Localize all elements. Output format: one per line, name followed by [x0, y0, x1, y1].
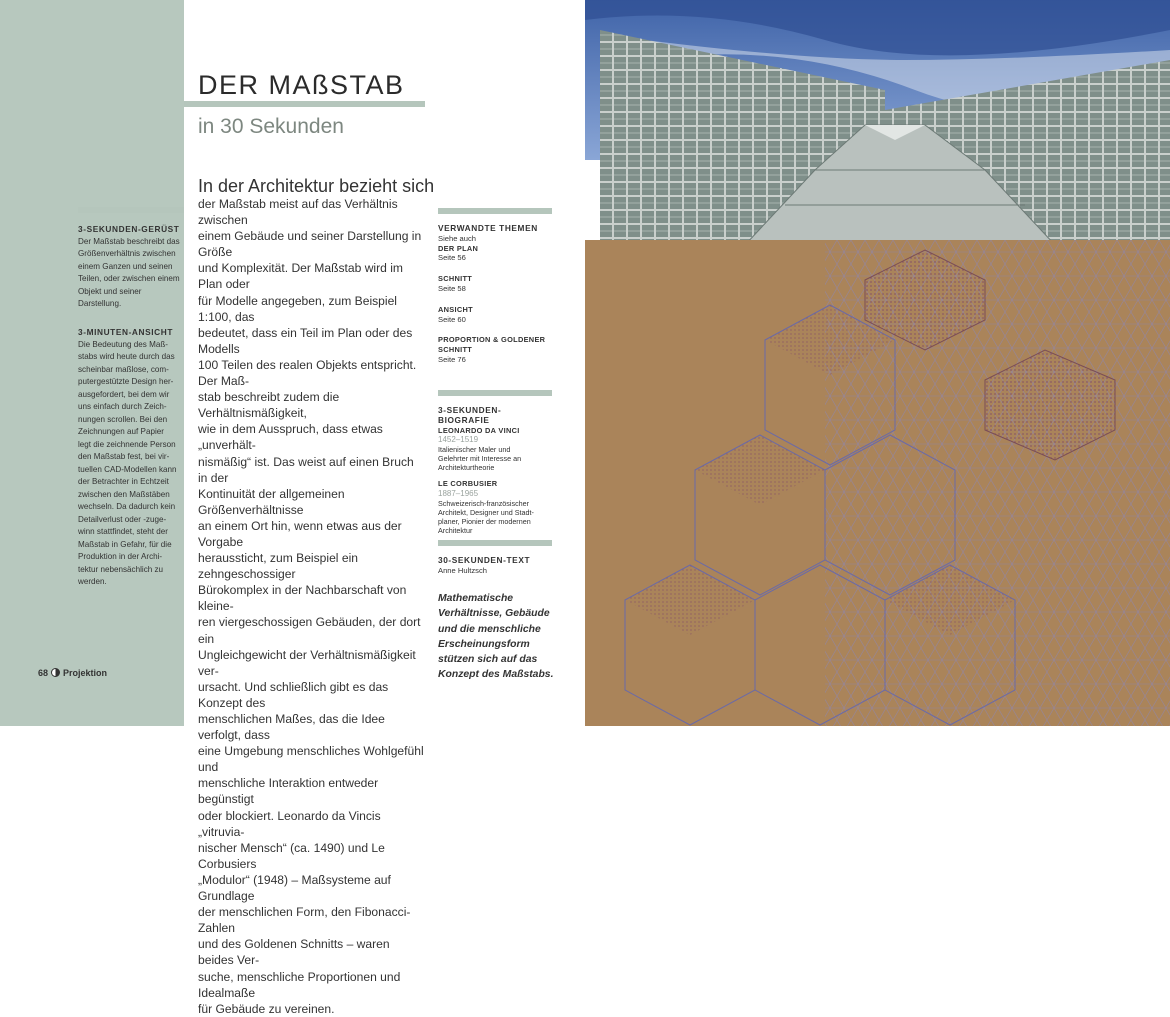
- text-credit-author: Anne Hultzsch: [438, 565, 487, 575]
- ansicht-line: tuellen CAD-Modellen kann: [78, 464, 177, 474]
- body-line: und Komplexität. Der Maßstab wird im Plan oder: [198, 261, 403, 292]
- main-body-text: [198, 196, 426, 1017]
- ansicht-heading: 3-MINUTEN-ANSICHT: [78, 327, 174, 337]
- page-title: DER MAßSTAB: [198, 70, 405, 100]
- biography-name: LE CORBUSIER: [438, 479, 498, 489]
- ansicht-line: der Betrachter in Echtzeit: [78, 477, 169, 486]
- ansicht-line: uns einfach durch Zeich-: [78, 402, 167, 411]
- ansicht-line: Die Bedeutung des Maß-: [78, 339, 168, 349]
- body-line: ursacht. Und schließlich gibt es das Konzept des: [198, 679, 389, 710]
- biography-entry: [438, 479, 552, 535]
- body-line: nischer Mensch“ (ca. 1490) und Le Corbusiers: [198, 840, 385, 871]
- ansicht-line: Detailverlust oder -zuge-: [78, 514, 167, 524]
- related-topic-page: Seite 76: [438, 354, 466, 364]
- related-topic-title: DER PLAN: [438, 243, 479, 253]
- biography-desc-line: Architekturtheorie: [438, 463, 495, 473]
- biography-years: 1452–1519: [438, 435, 479, 445]
- biography-list: [438, 426, 552, 535]
- body-line: für Gebäude zu vereinen.: [198, 1001, 335, 1016]
- related-heading: VERWANDTE THEMEN: [438, 223, 538, 233]
- body-line: wie in dem Ausspruch, dass etwas „unverhält-: [198, 422, 383, 453]
- biography-name: LEONARDO DA VINCI: [438, 425, 520, 435]
- geruest-line: Teilen, oder zwischen einem: [78, 274, 180, 283]
- biography-desc-line: Schweizerisch-französischer: [438, 498, 530, 508]
- biography-rule: [438, 390, 552, 396]
- ansicht-block: [78, 326, 180, 589]
- body-line: stab beschreibt zudem die Verhältnismäßigkeit,: [198, 390, 340, 421]
- biography-block: [438, 406, 552, 542]
- related-topic: [438, 274, 552, 294]
- ansicht-line: scheinbar maßlose, com-: [78, 364, 169, 374]
- biography-desc-line: Architektur: [438, 525, 473, 535]
- body-line: 100 Teilen des realen Objekts entspricht. Der Maß-: [198, 357, 417, 389]
- geruest-line: Größenverhältnis zwischen: [78, 249, 176, 258]
- related-topic-title: ANSICHT: [438, 304, 473, 314]
- related-topic: [438, 335, 552, 364]
- quote-line: Mathematische: [438, 593, 514, 604]
- quote-line: Verhältnisse, Gebäude: [438, 608, 550, 620]
- body-line: Bürokomplex in der Nachbarschaft von kleine-: [198, 583, 407, 614]
- ansicht-line: zwischen den Maßstäben: [78, 489, 170, 499]
- related-topic: [438, 305, 552, 325]
- geruest-line: Objekt und seiner Darstellung.: [78, 286, 142, 308]
- body-line: menschlichen Maßes, das die Idee verfolgt, dass: [198, 712, 385, 743]
- related-topic-title: SCHNITT: [438, 274, 473, 284]
- geruest-block: [78, 223, 180, 311]
- text-credit-heading: 30-SEKUNDEN-TEXT: [438, 555, 531, 565]
- biography-entry: [438, 426, 552, 473]
- ansicht-line: wechseln. Da dadurch kein: [78, 502, 176, 511]
- body-line: Kontinuität der allgemeinen Größenverhältnisse: [198, 486, 345, 517]
- lead-sentence: In der Architektur bezieht sich: [198, 176, 435, 196]
- pull-quote: [438, 591, 556, 683]
- body-line: und des Goldenen Schnitts – waren beides Ver-: [198, 937, 390, 968]
- quote-line: Erscheinungsform: [438, 638, 530, 650]
- body-line: einem Gebäude und seiner Darstellung in Größe: [198, 229, 422, 260]
- page-footer: [38, 668, 107, 678]
- body-line: ren viergeschossigen Gebäuden, der dort ein: [198, 615, 421, 646]
- quote-line: Konzept des Maßstabs.: [438, 669, 554, 681]
- body-line: der Maßstab meist auf das Verhältnis zwischen: [198, 197, 398, 228]
- biography-desc-line: Architekt, Designer und Stadt-: [438, 507, 534, 517]
- quote-line: und die menschliche: [438, 623, 541, 635]
- body-line: nismäßig“ ist. Das weist auf einen Bruch in der: [198, 454, 414, 485]
- biography-desc-line: planer, Pionier der modernen: [438, 516, 531, 526]
- architecture-collage-image: [585, 0, 1170, 726]
- biography-heading: 3-SEKUNDEN-BIOGRAFIE: [438, 405, 502, 425]
- sidebar-rule-1: [78, 207, 184, 213]
- geruest-line: einem Ganzen und seinen: [78, 261, 173, 271]
- title-rule: [184, 101, 425, 107]
- page-subtitle: in 30 Sekunden: [198, 115, 344, 138]
- see-also-label: Siehe auch: [438, 233, 476, 243]
- related-topics-list: [438, 244, 552, 365]
- related-rule: [438, 208, 552, 214]
- ansicht-line: Maßstab in Gefahr, für die: [78, 539, 172, 549]
- related-topic-page: Seite 58: [438, 283, 466, 293]
- related-topic-page: Seite 56: [438, 253, 466, 263]
- geruest-text: [78, 236, 180, 311]
- ansicht-line: den Maßstab fest, bei vir-: [78, 452, 170, 461]
- ansicht-line: Produktion in der Archi-: [78, 552, 163, 561]
- ansicht-line: legt die zeichnende Person: [78, 439, 176, 449]
- body-line: Ungleichgewicht der Verhältnismäßigkeit ver-: [198, 647, 416, 678]
- ansicht-text: [78, 339, 180, 589]
- text-credit-rule: [438, 540, 552, 546]
- body-line: „Modulor“ (1948) – Maßsysteme auf Grundlage: [198, 872, 391, 904]
- text-credit-block: [438, 556, 552, 576]
- section-name: Projektion: [63, 668, 108, 678]
- biography-desc-line: Italienischer Maler und: [438, 445, 511, 455]
- page-number: 68: [38, 668, 49, 678]
- biography-desc-line: Gelehrter mit Interesse an: [438, 454, 522, 464]
- related-topic-page: Seite 60: [438, 314, 466, 324]
- ansicht-line: ausgefordert, bei dem wir: [78, 389, 170, 399]
- body-line: menschliche Interaktion entweder begünstigt: [198, 776, 379, 807]
- ansicht-line: Zeichnungen auf Papier: [78, 427, 164, 436]
- body-line: oder blockiert. Leonardo da Vincis „vitruvia-: [198, 808, 381, 839]
- body-line: für Modelle angegeben, zum Beispiel 1:100, das: [198, 293, 397, 324]
- geruest-heading: 3-SEKUNDEN-GERÜST: [78, 224, 180, 234]
- body-line: eine Umgebung menschliches Wohlgefühl und: [198, 744, 424, 775]
- ansicht-line: tektur nebensächlich zu: [78, 564, 164, 574]
- biography-years: 1887–1965: [438, 488, 479, 498]
- ansicht-line: winn stattfindet, steht der: [78, 527, 168, 536]
- ansicht-line: werden.: [78, 577, 107, 586]
- body-line: an einem Ort hin, wenn etwas aus der Vorgabe: [198, 518, 402, 549]
- related-topic: [438, 244, 552, 264]
- ansicht-line: stabs wird heute durch das: [78, 352, 175, 361]
- half-circle-icon: [51, 668, 60, 677]
- body-line: heraussticht, zum Beispiel ein zehngeschossiger: [198, 551, 358, 582]
- body-line: suche, menschliche Proportionen und Idealmaße: [198, 969, 401, 1000]
- body-line: bedeutet, dass ein Teil im Plan oder des Modells: [198, 325, 413, 356]
- quote-line: stützen sich auf das: [438, 654, 538, 666]
- related-topic-title: PROPORTION & GOLDENER SCHNITT: [438, 335, 546, 355]
- ansicht-line: putergestützte Design her-: [78, 377, 174, 386]
- ansicht-line: nungen scrollen. Bei den: [78, 414, 168, 424]
- related-topics-block: [438, 224, 552, 376]
- geruest-line: Der Maßstab beschreibt das: [78, 236, 180, 246]
- body-line: der menschlichen Form, den Fibonacci-Zahlen: [198, 905, 411, 936]
